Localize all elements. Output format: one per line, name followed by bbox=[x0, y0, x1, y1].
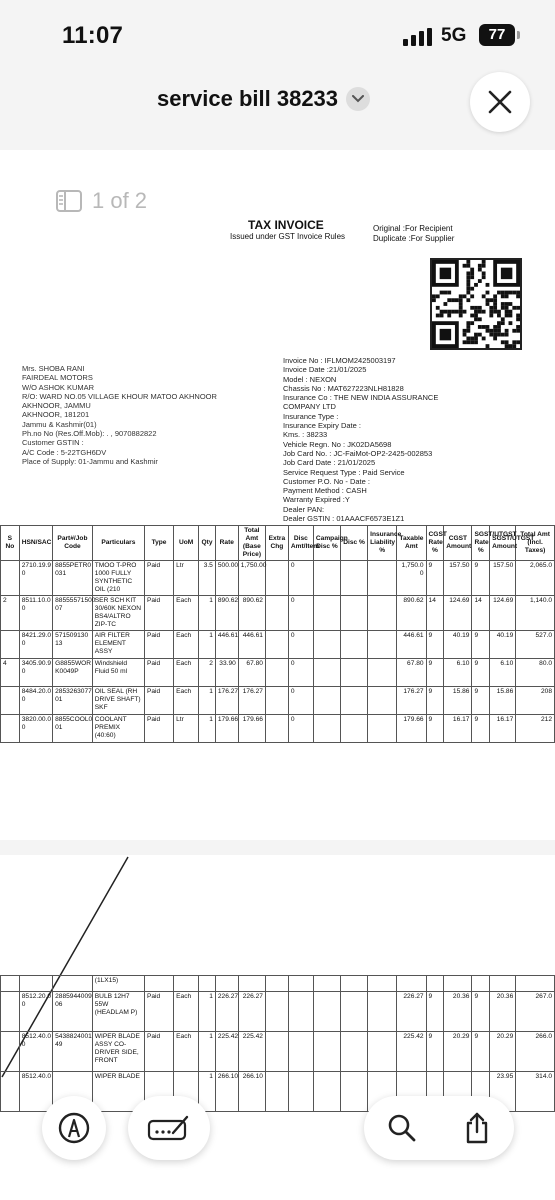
table-cell bbox=[1, 561, 20, 596]
table-cell bbox=[368, 715, 397, 743]
table-cell: 8511.10.0 0 bbox=[19, 596, 52, 631]
network-type: 5G bbox=[441, 25, 467, 46]
table-cell: 226.27 bbox=[238, 992, 265, 1032]
table-cell: 176.27 bbox=[397, 687, 426, 715]
table-cell: 2 bbox=[1, 596, 20, 631]
table-cell: 8421.29.0 0 bbox=[19, 631, 52, 659]
table-cell: Windshield Fluid 50 ml bbox=[92, 659, 144, 687]
table-cell bbox=[288, 992, 313, 1032]
status-bar bbox=[0, 0, 555, 72]
table-cell bbox=[341, 659, 368, 687]
table-cell bbox=[341, 976, 368, 992]
table-cell bbox=[368, 561, 397, 596]
table-cell: 446.61 bbox=[215, 631, 238, 659]
table-cell: 500.00 bbox=[215, 561, 238, 596]
table-cell bbox=[19, 976, 52, 992]
table-cell: 88555571500 07 bbox=[53, 596, 93, 631]
right-action-group bbox=[364, 1096, 514, 1160]
table-cell: 6.10 bbox=[490, 659, 516, 687]
table-cell: 212 bbox=[516, 715, 555, 743]
table-cell bbox=[265, 596, 288, 631]
table-cell: 20.36 bbox=[444, 992, 472, 1032]
table-cell bbox=[265, 1072, 288, 1112]
invoice-detail-line: Chassis No : MAT627223NLH81828 bbox=[283, 383, 404, 393]
table-cell: 890.62 bbox=[215, 596, 238, 631]
table-row bbox=[1, 631, 555, 659]
table-cell: 9 bbox=[472, 992, 490, 1032]
table-cell: 2853263077 01 bbox=[53, 687, 93, 715]
table-row bbox=[1, 992, 555, 1032]
markup-button[interactable] bbox=[42, 1096, 106, 1160]
close-button[interactable] bbox=[470, 72, 530, 132]
invoice-detail-line: Vehicle Regn. No : JK02DA5698 bbox=[283, 439, 392, 449]
table-cell: 9 bbox=[426, 687, 444, 715]
table-cell bbox=[490, 976, 516, 992]
battery-tip bbox=[517, 31, 520, 39]
customer-line: AKHNOOR, 181201 bbox=[22, 410, 90, 420]
table-cell: 23.95 bbox=[490, 1072, 516, 1112]
table-cell: Each bbox=[174, 687, 199, 715]
table-cell: BULB 12H7 55W (HEADLAM P) bbox=[92, 992, 144, 1032]
table-cell bbox=[368, 1032, 397, 1072]
table-cell: Paid bbox=[144, 659, 173, 687]
table-body-page-2 bbox=[1, 976, 555, 1112]
invoice-title: TAX INVOICE bbox=[248, 218, 324, 232]
column-header: Part#/Job Code bbox=[53, 526, 93, 561]
table-cell bbox=[313, 561, 340, 596]
table-cell: 1 bbox=[199, 992, 216, 1032]
signature-button[interactable] bbox=[128, 1096, 210, 1160]
table-cell: OIL SEAL (RH DRIVE SHAFT) SKF bbox=[92, 687, 144, 715]
table-cell: 890.62 bbox=[238, 596, 265, 631]
table-cell bbox=[397, 976, 426, 992]
invoice-detail-line: Kms. : 38233 bbox=[283, 430, 328, 440]
share-button[interactable] bbox=[439, 1096, 514, 1160]
table-cell: Paid bbox=[144, 687, 173, 715]
table-cell bbox=[288, 1032, 313, 1072]
table-cell: 157.50 bbox=[490, 561, 516, 596]
table-cell: 124.69 bbox=[444, 596, 472, 631]
close-icon bbox=[488, 90, 512, 114]
table-cell: 3405.90.9 0 bbox=[19, 659, 52, 687]
table-cell bbox=[313, 1032, 340, 1072]
customer-line: W/O ASHOK KUMAR bbox=[22, 382, 95, 392]
table-cell: 8512.40.0 bbox=[19, 1072, 52, 1112]
table-cell bbox=[265, 561, 288, 596]
table-cell: 9 bbox=[472, 659, 490, 687]
table-cell: 9 bbox=[426, 561, 444, 596]
column-header: HSN/SAC bbox=[19, 526, 52, 561]
table-cell bbox=[444, 976, 472, 992]
table-cell: 1 bbox=[199, 631, 216, 659]
table-cell: Paid bbox=[144, 561, 173, 596]
table-cell: 1,750.0 0 bbox=[397, 561, 426, 596]
column-header: CGST Rate % bbox=[426, 526, 444, 561]
table-cell: WIPER BLADE bbox=[92, 1072, 144, 1112]
column-header: Rate bbox=[215, 526, 238, 561]
invoice-detail-line: Job Card No. : JC-FaiMot-OP2-2425-002853 bbox=[283, 448, 433, 458]
invoice-subtitle: Issued under GST Invoice Rules bbox=[230, 232, 346, 241]
table-cell: WIPER BLADE ASSY CO-DRIVER SIDE, FRONT bbox=[92, 1032, 144, 1072]
table-cell: Paid bbox=[144, 596, 173, 631]
table-cell: 226.27 bbox=[215, 992, 238, 1032]
table-cell: 9 bbox=[472, 1032, 490, 1072]
table-cell bbox=[1, 687, 20, 715]
table-cell: 20.36 bbox=[490, 992, 516, 1032]
table-cell: 0 bbox=[288, 659, 313, 687]
clock: 11:07 bbox=[62, 22, 124, 49]
column-header: Particulars bbox=[92, 526, 144, 561]
table-cell bbox=[516, 976, 555, 992]
table-cell: 9 bbox=[472, 687, 490, 715]
invoice-details bbox=[283, 356, 438, 523]
page-indicator[interactable] bbox=[56, 188, 147, 214]
table-cell: 157.50 bbox=[444, 561, 472, 596]
invoice-detail-line: Insurance Co : THE NEW INDIA ASSURANCE bbox=[283, 393, 439, 403]
table-cell: 446.61 bbox=[397, 631, 426, 659]
invoice-detail-line: Dealer GSTIN : 01AAACF6573E1Z1 bbox=[283, 514, 405, 524]
table-cell bbox=[265, 715, 288, 743]
table-cell: 8855COOL0 01 bbox=[53, 715, 93, 743]
column-header: Taxable Amt bbox=[397, 526, 426, 561]
table-cell: 5438824001 49 bbox=[53, 1032, 93, 1072]
table-cell bbox=[1, 1032, 20, 1072]
table-cell: 20.29 bbox=[490, 1032, 516, 1072]
table-cell: COOLANT PREMIX (40:60) bbox=[92, 715, 144, 743]
table-cell bbox=[341, 687, 368, 715]
document-page-1 bbox=[0, 150, 555, 840]
page-thumbnails-icon bbox=[56, 190, 82, 212]
table-cell bbox=[313, 992, 340, 1032]
column-header: Disc Amt/Item bbox=[288, 526, 313, 561]
page-counter: 1 of 2 bbox=[92, 188, 148, 213]
items-table bbox=[0, 525, 555, 743]
table-cell: 6.10 bbox=[444, 659, 472, 687]
table-cell: 0 bbox=[288, 561, 313, 596]
table-row bbox=[1, 687, 555, 715]
table-cell: Each bbox=[174, 631, 199, 659]
invoice-detail-line: Insurance Expiry Date : bbox=[283, 421, 361, 431]
table-cell: Each bbox=[174, 1032, 199, 1072]
table-cell: 8512.20.0 0 bbox=[19, 992, 52, 1032]
table-cell: 266.10 bbox=[215, 1072, 238, 1112]
column-header: Insurance Liability % bbox=[368, 526, 397, 561]
table-cell: 314.0 bbox=[516, 1072, 555, 1112]
invoice-detail-line: Service Request Type : Paid Service bbox=[283, 467, 405, 477]
table-cell bbox=[265, 659, 288, 687]
table-cell: 267.0 bbox=[516, 992, 555, 1032]
table-cell: Each bbox=[174, 659, 199, 687]
table-cell bbox=[1, 976, 20, 992]
table-cell bbox=[368, 659, 397, 687]
customer-line: A/C Code : 5-22TGH6DV bbox=[22, 447, 107, 457]
duplicate-label: Duplicate :For Supplier bbox=[373, 234, 455, 243]
invoice-detail-line: Customer P.O. No - Date : bbox=[283, 476, 370, 486]
table-cell bbox=[288, 976, 313, 992]
items-table-page-2 bbox=[0, 975, 555, 1112]
table-cell bbox=[265, 976, 288, 992]
table-row bbox=[1, 715, 555, 743]
table-cell: 0 bbox=[288, 596, 313, 631]
table-cell bbox=[426, 976, 444, 992]
table-cell bbox=[341, 561, 368, 596]
table-cell: 9 bbox=[426, 992, 444, 1032]
table-cell: Paid bbox=[144, 992, 173, 1032]
table-cell: 40.19 bbox=[490, 631, 516, 659]
table-cell: Each bbox=[174, 596, 199, 631]
table-cell bbox=[1, 1072, 20, 1112]
table-cell: TMOO T-PRO 1000 FULLY SYNTHETIC OIL (210 bbox=[92, 561, 144, 596]
customer-line: AKHNOOR, JAMMU bbox=[22, 401, 91, 411]
table-cell: G8855WOR K0049P bbox=[53, 659, 93, 687]
invoice-detail-line: Invoice Date :21/01/2025 bbox=[283, 365, 367, 375]
table-cell: 1,140.0 bbox=[516, 596, 555, 631]
table-cell: 1 bbox=[199, 1072, 216, 1112]
table-cell bbox=[368, 631, 397, 659]
table-cell: SER SCH KIT 30/60K NEXON BS4/ALTRO ZIP-TC bbox=[92, 596, 144, 631]
invoice-detail-line: Warranty Expired :Y bbox=[283, 495, 350, 505]
table-cell bbox=[1, 715, 20, 743]
table-cell: 8512.40.0 0 bbox=[19, 1032, 52, 1072]
chevron-down-icon[interactable] bbox=[346, 87, 370, 111]
invoice-detail-line: Insurance Type : bbox=[283, 411, 339, 421]
table-cell: 225.42 bbox=[397, 1032, 426, 1072]
table-cell bbox=[53, 976, 93, 992]
table-cell bbox=[174, 976, 199, 992]
customer-line: Customer GSTIN : bbox=[22, 438, 84, 448]
table-cell bbox=[368, 596, 397, 631]
customer-line: Jammu & Kashmir(01) bbox=[22, 419, 97, 429]
table-cell: 890.62 bbox=[397, 596, 426, 631]
table-cell bbox=[341, 715, 368, 743]
column-header: S No bbox=[1, 526, 20, 561]
table-cell bbox=[313, 687, 340, 715]
column-header: Campaign Disc % bbox=[313, 526, 340, 561]
invoice-detail-line: Job Card Date : 21/01/2025 bbox=[283, 458, 376, 468]
table-cell: 3820.00.0 0 bbox=[19, 715, 52, 743]
table-cell: 15.86 bbox=[444, 687, 472, 715]
table-cell: Paid bbox=[144, 631, 173, 659]
table-cell: Ltr bbox=[174, 561, 199, 596]
table-cell: 20.29 bbox=[444, 1032, 472, 1072]
table-cell: 1,750.00 bbox=[238, 561, 265, 596]
column-header: UoM bbox=[174, 526, 199, 561]
table-cell: 176.27 bbox=[215, 687, 238, 715]
table-cell bbox=[313, 715, 340, 743]
table-cell bbox=[341, 1032, 368, 1072]
table-cell bbox=[144, 976, 173, 992]
table-cell: 4 bbox=[1, 659, 20, 687]
table-cell bbox=[472, 976, 490, 992]
title-menu[interactable] bbox=[157, 86, 370, 112]
table-cell bbox=[265, 631, 288, 659]
table-cell bbox=[313, 659, 340, 687]
table-cell: Paid bbox=[144, 715, 173, 743]
invoice-copy-labels bbox=[373, 224, 454, 244]
table-cell: 8484.20.0 0 bbox=[19, 687, 52, 715]
table-body bbox=[1, 561, 555, 743]
table-cell: Ltr bbox=[174, 715, 199, 743]
table-cell: 40.19 bbox=[444, 631, 472, 659]
table-cell: 15.86 bbox=[490, 687, 516, 715]
search-button[interactable] bbox=[364, 1096, 439, 1160]
qr-code bbox=[430, 258, 522, 350]
table-cell bbox=[313, 976, 340, 992]
table-cell: 9 bbox=[426, 631, 444, 659]
table-cell: 1 bbox=[199, 596, 216, 631]
invoice-detail-line: Payment Method : CASH bbox=[283, 486, 367, 496]
table-cell: 266.10 bbox=[238, 1072, 265, 1112]
invoice-detail-line: Invoice No : IFLMOM2425003197 bbox=[283, 356, 396, 365]
table-cell bbox=[341, 631, 368, 659]
column-header: Type bbox=[144, 526, 173, 561]
table-cell bbox=[313, 1072, 340, 1112]
column-header: CGST Amount bbox=[444, 526, 472, 561]
table-cell bbox=[368, 687, 397, 715]
table-cell: 80.0 bbox=[516, 659, 555, 687]
table-cell bbox=[265, 687, 288, 715]
table-cell bbox=[215, 976, 238, 992]
table-cell: 9 bbox=[472, 631, 490, 659]
original-label: Original :For Recipient bbox=[373, 224, 453, 233]
table-cell bbox=[313, 631, 340, 659]
customer-line: Place of Supply: 01-Jammu and Kashmir bbox=[22, 456, 158, 466]
table-cell: 14 bbox=[426, 596, 444, 631]
table-cell: 225.42 bbox=[238, 1032, 265, 1072]
table-cell bbox=[265, 992, 288, 1032]
table-cell: 176.27 bbox=[238, 687, 265, 715]
table-cell bbox=[1, 631, 20, 659]
table-cell bbox=[313, 596, 340, 631]
table-cell: 16.17 bbox=[490, 715, 516, 743]
table-cell: 2710.19.9 0 bbox=[19, 561, 52, 596]
table-cell: 226.27 bbox=[397, 992, 426, 1032]
table-cell: 2 bbox=[199, 659, 216, 687]
customer-block bbox=[22, 364, 217, 466]
table-cell: 225.42 bbox=[215, 1032, 238, 1072]
table-cell: 179.66 bbox=[238, 715, 265, 743]
table-cell bbox=[199, 976, 216, 992]
table-cell: 2,065.0 bbox=[516, 561, 555, 596]
table-cell: 0 bbox=[288, 715, 313, 743]
column-header: Total Amt (Incl. Taxes) bbox=[516, 526, 555, 561]
table-cell: 0 bbox=[288, 631, 313, 659]
table-cell: 571509130 13 bbox=[53, 631, 93, 659]
table-cell: 67.80 bbox=[238, 659, 265, 687]
share-icon bbox=[463, 1112, 491, 1144]
table-cell: 9 bbox=[426, 715, 444, 743]
table-cell: 16.17 bbox=[444, 715, 472, 743]
table-cell: 179.66 bbox=[397, 715, 426, 743]
table-cell bbox=[368, 976, 397, 992]
table-cell: 266.0 bbox=[516, 1032, 555, 1072]
invoice-detail-line: Dealer PAN: bbox=[283, 504, 325, 514]
table-cell: 33.90 bbox=[215, 659, 238, 687]
table-cell: 8855PETR0 031 bbox=[53, 561, 93, 596]
signal-icon bbox=[403, 28, 433, 46]
table-row bbox=[1, 976, 555, 992]
table-cell: 124.69 bbox=[490, 596, 516, 631]
table-row bbox=[1, 596, 555, 631]
table-cell: 2885944009 06 bbox=[53, 992, 93, 1032]
customer-line: Mrs. SHOBA RANI bbox=[22, 364, 85, 373]
table-cell: 208 bbox=[516, 687, 555, 715]
search-icon bbox=[387, 1113, 417, 1143]
column-header: Qty bbox=[199, 526, 216, 561]
table-cell bbox=[288, 1072, 313, 1112]
column-header: Disc % bbox=[341, 526, 368, 561]
document-title: service bill 38233 bbox=[157, 86, 339, 111]
table-cell bbox=[341, 596, 368, 631]
table-header-row bbox=[1, 526, 555, 561]
table-cell: 1 bbox=[199, 1032, 216, 1072]
viewer-header bbox=[0, 72, 555, 136]
table-row bbox=[1, 659, 555, 687]
battery-icon: 77 bbox=[479, 24, 515, 46]
customer-line: FAIRDEAL MOTORS bbox=[22, 373, 93, 383]
invoice-detail-line: COMPANY LTD bbox=[283, 402, 336, 412]
table-cell: Each bbox=[174, 992, 199, 1032]
column-header: SGST/UTGST Amount bbox=[490, 526, 516, 561]
table-cell bbox=[368, 992, 397, 1032]
table-cell: 1 bbox=[199, 687, 216, 715]
customer-line: R/O: WARD NO.05 VILLAGE KHOUR MATOO AKHNOOR bbox=[22, 391, 217, 401]
table-cell bbox=[1, 992, 20, 1032]
table-cell: 9 bbox=[472, 715, 490, 743]
markup-pen-icon bbox=[57, 1111, 91, 1145]
table-cell: 9 bbox=[426, 659, 444, 687]
table-cell: Paid bbox=[144, 1032, 173, 1072]
table-cell bbox=[238, 976, 265, 992]
table-cell: 1 bbox=[199, 715, 216, 743]
table-cell: 3.5 bbox=[199, 561, 216, 596]
column-header: Extra Chg bbox=[265, 526, 288, 561]
table-cell: 0 bbox=[288, 687, 313, 715]
table-cell: 9 bbox=[426, 1032, 444, 1072]
signature-icon bbox=[147, 1113, 191, 1143]
invoice-detail-line: Model : NEXON bbox=[283, 374, 337, 384]
table-cell: 527.0 bbox=[516, 631, 555, 659]
customer-line: Ph.no No (Res.Off.Mob): . , 9070882822 bbox=[22, 429, 157, 439]
table-cell: 14 bbox=[472, 596, 490, 631]
table-cell: 446.61 bbox=[238, 631, 265, 659]
table-cell: 179.66 bbox=[215, 715, 238, 743]
column-header: Total Amt (Base Price) bbox=[238, 526, 265, 561]
table-cell: 67.80 bbox=[397, 659, 426, 687]
table-cell: AIR FILTER ELEMENT ASSY bbox=[92, 631, 144, 659]
table-cell: (1LX15) bbox=[92, 976, 144, 992]
column-header: SGST/UTGST Rate % bbox=[472, 526, 490, 561]
table-row bbox=[1, 1032, 555, 1072]
table-row bbox=[1, 561, 555, 596]
table-cell bbox=[341, 992, 368, 1032]
table-cell: 9 bbox=[472, 561, 490, 596]
table-cell bbox=[265, 1032, 288, 1072]
